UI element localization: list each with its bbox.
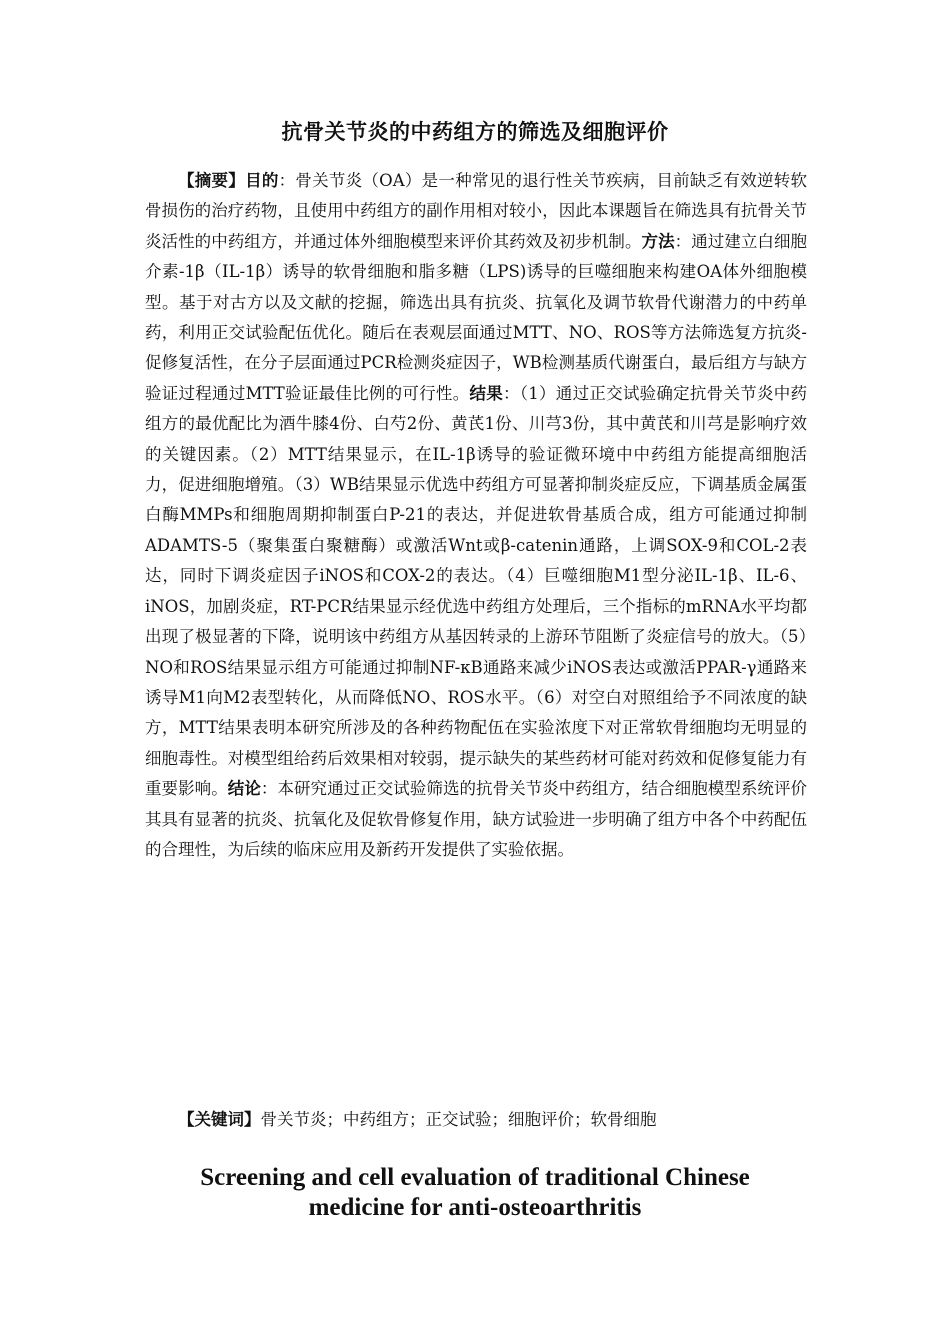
objective-label: 目的 [245, 171, 279, 190]
abstract-paragraph [145, 166, 807, 865]
abstract-label: 【摘要】 [178, 171, 246, 190]
conclusion-text: 本研究通过正交试验筛选的抗骨关节炎中药组方，结合细胞模型系统评价其具有显著的抗炎、抗氧化及促软骨修复作用，缺方试验进一步明确了组方中各个中药配伍的合理性，为后续的临床应用及新药开发提供了实验依据。 [145, 779, 808, 859]
conclusion-label: 结论 [227, 779, 261, 799]
chinese-title: 抗骨关节炎的中药组方的筛选及细胞评价 [281, 120, 669, 144]
english-title-line-2: medicine for anti-osteoarthritis [308, 1194, 642, 1221]
results-text: （1）通过正交试验确定抗骨关节炎中药组方的最优配比为酒牛膝4份、白芍2份、黄芪1份、川芎3份，其中黄芪和川芎是影响疗效的关键因素。（2）MTT结果显示，在IL-1β诱导的验证微环境中中药组方能提高细胞活力，促进细胞增殖。（3）WB结果显示优选中药组方可显著抑制炎症反应，下调基质金属蛋白酶MMPs和细胞周期抑制蛋白P-21的表达，并促进软骨基质合成，组方可能通过抑制ADAMTS-5（聚集蛋白聚糖酶）或激活Wnt或β-catenin通路，上调SOX-9和COL-2表达，同时下调炎症因子iNOS和COX-2的表达。（4）巨噬细胞M1型分泌IL-1β、IL-6、iNOS，加剧炎症，RT-PCR结果显示经优选中药组方处理后，三个指标的mRNA水平均都出现了极显著的下降，说明该中药组方从基因转录的上游环节阻断了炎症信号的放大。（5）NO和ROS结果显示组方可能通过抑制NF-κB通路来减少iNOS表达或激活PPAR-γ通路来诱导M1向M2表型转化，从而降低NO、ROS水平。（6）对空白对照组给予不同浓度的缺方，MTT结果表明本研究所涉及的各种药物配伍在实验浓度下对正常软骨细胞均无明显的细胞毒性。对模型组给药后效果相对较弱，提示缺失的某些药材可能对药效和促修复能力有重要影响。 [145, 383, 808, 799]
keywords-text: 骨关节炎；中药组方；正交试验；细胞评价；软骨细胞 [260, 1110, 657, 1129]
english-title [150, 1163, 800, 1223]
conclusion-colon: ： [260, 779, 278, 799]
methods-colon: ： [674, 231, 692, 251]
objective-text: 骨关节炎（OA）是一种常见的退行性关节疾病，目前缺乏有效逆转软骨损伤的治疗药物，且使用中药组方的副作用相对较小，因此本课题旨在筛选具有抗骨关节炎活性的中药组方，并通过体外细胞模型来评价其药效及初步机制。 [145, 171, 807, 251]
keywords-label: 【关键词】 [178, 1110, 261, 1129]
methods-label: 方法 [641, 231, 675, 251]
results-colon: ： [503, 383, 520, 403]
methods-text: 通过建立白细胞介素-1β（IL-1β）诱导的软骨细胞和脂多糖（LPS)诱导的巨噬细胞来构建OA体外细胞模型。基于对古方以及文献的挖掘，筛选出具有抗炎、抗氧化及调节软骨代谢潜力的中药单药，利用正交试验配伍优化。随后在表观层面通过MTT、NO、ROS等方法筛选复方抗炎-促修复活性，在分子层面通过PCR检测炎症因子，WB检测基质代谢蛋白，最后组方与缺方验证过程通过MTT验证最佳比例的可行性。 [145, 231, 808, 403]
results-label: 结果 [469, 383, 503, 403]
keywords-line [178, 1106, 818, 1134]
objective-colon: ： [278, 171, 296, 190]
english-title-line-1: Screening and cell evaluation of traditional Chinese [200, 1164, 750, 1191]
